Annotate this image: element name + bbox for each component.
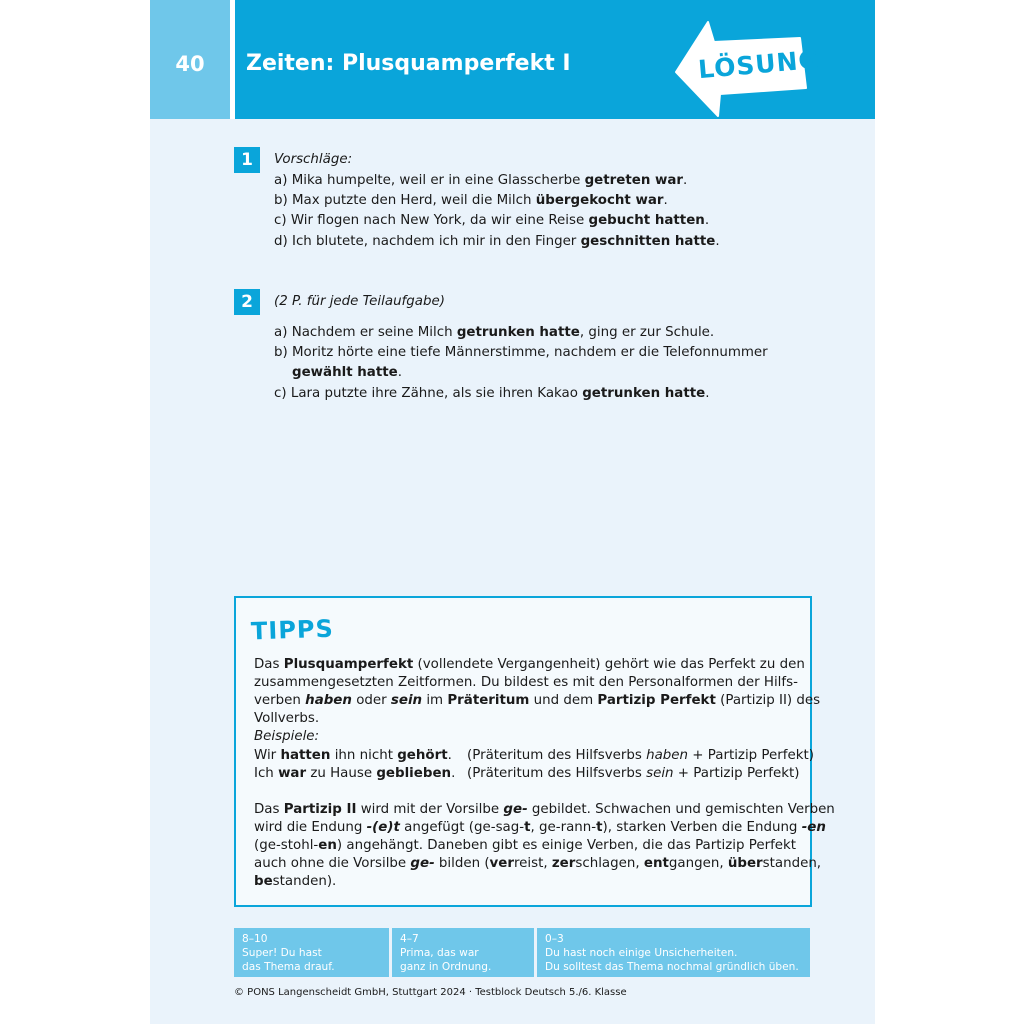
tipps-line-2: zusammengesetzten Zeitformen. Du bildest es mit den Personalformen der Hilfs-: [254, 675, 798, 690]
tipps-example-1-note: (Präteritum des Hilfsverbs haben + Partizip Perfekt): [467, 748, 814, 763]
tipps-line-1: Das Plusquamperfekt (vollendete Vergangenheit) gehört wie das Perfekt zu den: [254, 657, 805, 672]
copyright-footer: © PONS Langenscheidt GmbH, Stuttgart 2024 · Testblock Deutsch 5./6. Klasse: [234, 987, 627, 998]
header-divider: [230, 0, 235, 119]
tipps-line-p2-1: Das Partizip II wird mit der Vorsilbe ge- gebildet. Schwachen und gemischten Verben: [254, 802, 835, 817]
exercise-2-item-c: c) Lara putzte ihre Zähne, als sie ihren Kakao getrunken hatte.: [274, 386, 710, 401]
score-cell-high: 8–10 Super! Du hast das Thema drauf.: [234, 928, 389, 977]
score-cell-low: 0–3 Du hast noch einige Unsicherheiten. Du solltest das Thema nochmal gründlich üben.: [537, 928, 810, 977]
tipps-box: [234, 596, 835, 907]
tipps-line-3: verben haben oder sein im Präteritum und dem Partizip Perfekt (Partizip II) des: [254, 693, 821, 708]
exercise-2-item-b-cont: gewählt hatte.: [292, 365, 402, 380]
header-bar: [150, 0, 875, 119]
page-number-box: [150, 0, 230, 119]
loesung-badge-text: LÖSUNG: [696, 44, 822, 85]
exercise-1-item-c: c) Wir flogen nach New York, da wir eine Reise gebucht hatten.: [274, 213, 710, 228]
tipps-example-1: Wir hatten ihn nicht gehört.: [254, 748, 452, 763]
exercise-2-intro: (2 P. für jede Teilaufgabe): [274, 294, 445, 309]
exercise-2-number: 2: [234, 289, 260, 315]
tipps-example-2-note: (Präteritum des Hilfsverbs sein + Partizip Perfekt): [467, 766, 800, 781]
tipps-line-p2-5: bestanden).: [254, 874, 337, 889]
tipps-title: TIPPS: [250, 614, 335, 646]
exercise-2-item-b: b) Moritz hörte eine tiefe Männerstimme, nachdem er die Telefonnummer: [274, 345, 768, 360]
exercise-1-number: 1: [234, 147, 260, 173]
score-cell-mid: 4–7 Prima, das war ganz in Ordnung.: [392, 928, 534, 977]
exercise-2-item-a: a) Nachdem er seine Milch getrunken hatte, ging er zur Schule.: [274, 325, 715, 340]
worksheet-page: [150, 0, 875, 1024]
page-title: Zeiten: Plusquamperfekt I: [246, 51, 571, 76]
tipps-line-p2-2: wird die Endung -(e)t angefügt (ge-sag-t, ge-rann-t), starken Verben die Endung -en: [254, 820, 826, 835]
exercise-1-item-a: a) Mika humpelte, weil er in eine Glasscherbe getreten war.: [274, 173, 688, 188]
page-number: 40: [175, 52, 205, 76]
tipps-line-p2-3: (ge-stohl-en) angehängt. Daneben gibt es einige Verben, die das Partizip Perfekt: [254, 838, 797, 853]
exercise-1-intro: Vorschläge:: [274, 152, 353, 167]
tipps-example-2: Ich war zu Hause geblieben.: [254, 766, 456, 781]
tipps-beispiele: Beispiele:: [254, 729, 320, 744]
tipps-line-p2-4: auch ohne die Vorsilbe ge- bilden (verreist, zerschlagen, entgangen, überstanden,: [254, 856, 822, 871]
tipps-line-4: Vollverbs.: [254, 711, 320, 726]
exercise-1-item-b: b) Max putzte den Herd, weil die Milch übergekocht war.: [274, 193, 668, 208]
exercise-1-item-d: d) Ich blutete, nachdem ich mir in den Finger geschnitten hatte.: [274, 234, 720, 249]
